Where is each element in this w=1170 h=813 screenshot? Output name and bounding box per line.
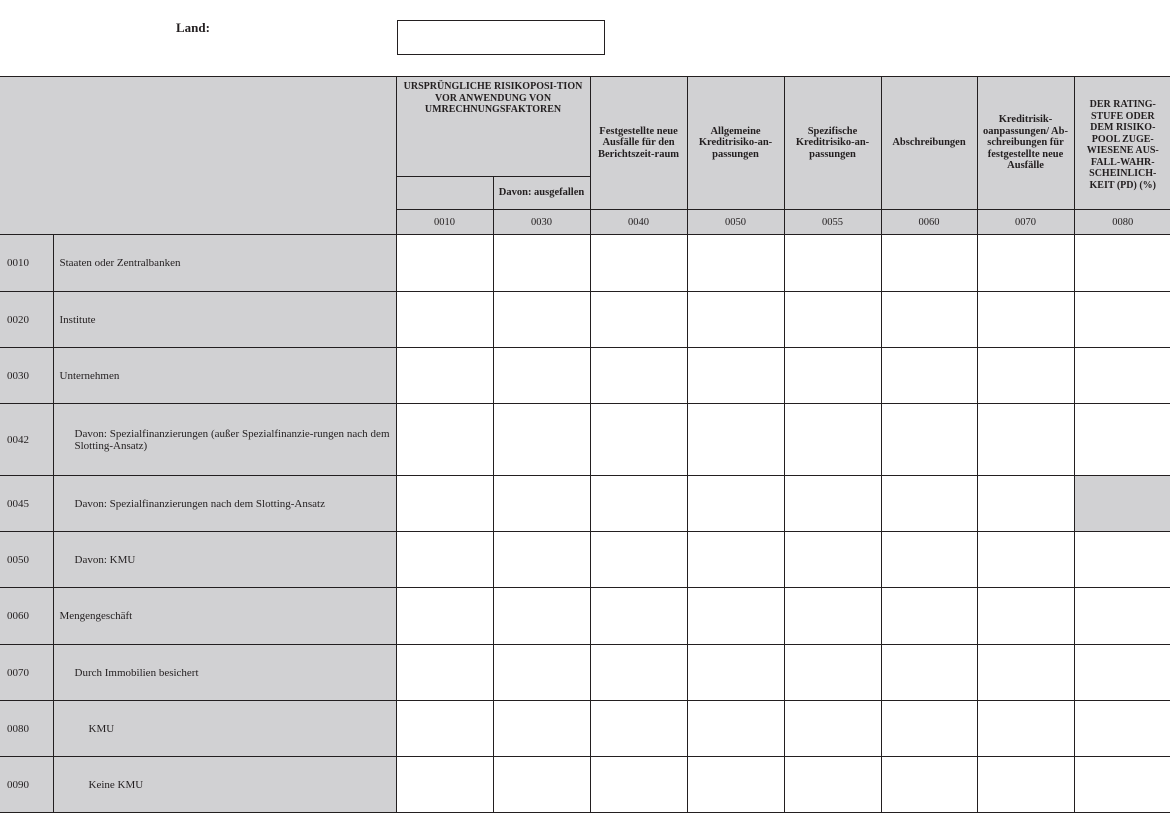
header-col-0030: Davon: ausgefallen bbox=[493, 177, 590, 210]
input-cell[interactable] bbox=[396, 757, 493, 813]
input-cell[interactable] bbox=[396, 701, 493, 757]
input-cell[interactable] bbox=[977, 701, 1074, 757]
row-label: Unternehmen bbox=[53, 348, 396, 404]
input-cell[interactable] bbox=[881, 757, 977, 813]
row-label: Staaten oder Zentralbanken bbox=[53, 235, 396, 292]
input-cell[interactable] bbox=[784, 532, 881, 588]
col-code: 0060 bbox=[881, 210, 977, 235]
input-cell[interactable] bbox=[977, 476, 1074, 532]
input-cell[interactable] bbox=[687, 348, 784, 404]
table-row bbox=[0, 476, 1170, 532]
input-cell[interactable] bbox=[590, 701, 687, 757]
header-col-0060: Abschreibungen bbox=[881, 77, 977, 210]
input-cell[interactable] bbox=[396, 348, 493, 404]
input-cell[interactable] bbox=[977, 292, 1074, 348]
input-cell[interactable] bbox=[784, 235, 881, 292]
row-code: 0010 bbox=[0, 235, 53, 292]
input-cell[interactable] bbox=[493, 532, 590, 588]
input-cell[interactable] bbox=[590, 235, 687, 292]
input-cell[interactable] bbox=[493, 645, 590, 701]
input-cell[interactable] bbox=[396, 476, 493, 532]
table-row bbox=[0, 588, 1170, 645]
input-cell[interactable] bbox=[881, 532, 977, 588]
input-cell[interactable] bbox=[784, 348, 881, 404]
input-cell[interactable] bbox=[1074, 292, 1170, 348]
header-col-0080: DER RATING-STUFE ODER DEM RISIKO-POOL ZUGE-WIESENE AUS-FALL-WAHR-SCHEINLICH-KEIT (PD) (%) bbox=[1074, 77, 1170, 210]
disabled-cell bbox=[1074, 476, 1170, 532]
row-code: 0042 bbox=[0, 404, 53, 476]
input-cell[interactable] bbox=[590, 588, 687, 645]
input-cell[interactable] bbox=[784, 404, 881, 476]
col-code: 0040 bbox=[590, 210, 687, 235]
input-cell[interactable] bbox=[784, 588, 881, 645]
input-cell[interactable] bbox=[493, 348, 590, 404]
row-label: Mengengeschäft bbox=[53, 588, 396, 645]
row-label: Institute bbox=[53, 292, 396, 348]
col-code: 0080 bbox=[1074, 210, 1170, 235]
input-cell[interactable] bbox=[977, 235, 1074, 292]
input-cell[interactable] bbox=[590, 404, 687, 476]
input-cell[interactable] bbox=[1074, 645, 1170, 701]
input-cell[interactable] bbox=[493, 235, 590, 292]
land-label: Land: bbox=[176, 20, 210, 35]
header-col-0010 bbox=[396, 177, 493, 210]
table-row bbox=[0, 701, 1170, 757]
input-cell[interactable] bbox=[1074, 235, 1170, 292]
input-cell[interactable] bbox=[784, 757, 881, 813]
input-cell[interactable] bbox=[687, 757, 784, 813]
col-code: 0055 bbox=[784, 210, 881, 235]
input-cell[interactable] bbox=[977, 645, 1074, 701]
row-label: Davon: KMU bbox=[53, 532, 396, 588]
row-code: 0045 bbox=[0, 476, 53, 532]
input-cell[interactable] bbox=[977, 532, 1074, 588]
header-col-0055: Spezifische Kreditrisiko-an-passungen bbox=[784, 77, 881, 210]
row-code: 0030 bbox=[0, 348, 53, 404]
input-cell[interactable] bbox=[493, 404, 590, 476]
input-cell[interactable] bbox=[1074, 404, 1170, 476]
input-cell[interactable] bbox=[396, 292, 493, 348]
input-cell[interactable] bbox=[493, 757, 590, 813]
input-cell[interactable] bbox=[396, 532, 493, 588]
input-cell[interactable] bbox=[396, 404, 493, 476]
row-label: Durch Immobilien besichert bbox=[53, 645, 396, 701]
table-row bbox=[0, 348, 1170, 404]
row-label: Davon: Spezialfinanzierungen nach dem Slotting-Ansatz bbox=[53, 476, 396, 532]
input-cell[interactable] bbox=[396, 235, 493, 292]
header-col-0040: Festgestellte neue Ausfälle für den Berichtszeit-raum bbox=[590, 77, 687, 210]
input-cell[interactable] bbox=[977, 404, 1074, 476]
input-cell[interactable] bbox=[1074, 757, 1170, 813]
land-input[interactable] bbox=[397, 20, 605, 55]
row-label: Keine KMU bbox=[53, 757, 396, 813]
input-cell[interactable] bbox=[977, 757, 1074, 813]
header-col-0050: Allgemeine Kreditrisiko-an-passungen bbox=[687, 77, 784, 210]
col-code: 0010 bbox=[396, 210, 493, 235]
input-cell[interactable] bbox=[881, 588, 977, 645]
input-cell[interactable] bbox=[1074, 588, 1170, 645]
table-row bbox=[0, 532, 1170, 588]
row-code: 0020 bbox=[0, 292, 53, 348]
input-cell[interactable] bbox=[687, 404, 784, 476]
table-row bbox=[0, 235, 1170, 292]
input-cell[interactable] bbox=[687, 476, 784, 532]
table-row bbox=[0, 757, 1170, 813]
input-cell[interactable] bbox=[784, 645, 881, 701]
input-cell[interactable] bbox=[590, 292, 687, 348]
row-code: 0070 bbox=[0, 645, 53, 701]
table-row bbox=[0, 645, 1170, 701]
table-row bbox=[0, 404, 1170, 476]
table-row bbox=[0, 292, 1170, 348]
row-code: 0090 bbox=[0, 757, 53, 813]
input-cell[interactable] bbox=[687, 235, 784, 292]
input-cell[interactable] bbox=[977, 348, 1074, 404]
input-cell[interactable] bbox=[493, 588, 590, 645]
header-col-0070: Kreditrisik-oanpassungen/ Ab-schreibungen für festgestellte neue Ausfälle bbox=[977, 77, 1074, 210]
input-cell[interactable] bbox=[977, 588, 1074, 645]
input-cell[interactable] bbox=[493, 701, 590, 757]
input-cell[interactable] bbox=[493, 292, 590, 348]
input-cell[interactable] bbox=[396, 645, 493, 701]
input-cell[interactable] bbox=[1074, 701, 1170, 757]
input-cell[interactable] bbox=[396, 588, 493, 645]
input-cell[interactable] bbox=[590, 476, 687, 532]
input-cell[interactable] bbox=[687, 588, 784, 645]
input-cell[interactable] bbox=[687, 645, 784, 701]
input-cell[interactable] bbox=[493, 476, 590, 532]
input-cell[interactable] bbox=[590, 532, 687, 588]
input-cell[interactable] bbox=[687, 292, 784, 348]
input-cell[interactable] bbox=[784, 292, 881, 348]
input-cell[interactable] bbox=[1074, 348, 1170, 404]
input-cell[interactable] bbox=[784, 701, 881, 757]
col-code: 0070 bbox=[977, 210, 1074, 235]
input-cell[interactable] bbox=[687, 532, 784, 588]
input-cell[interactable] bbox=[881, 404, 977, 476]
input-cell[interactable] bbox=[881, 348, 977, 404]
input-cell[interactable] bbox=[881, 701, 977, 757]
input-cell[interactable] bbox=[687, 701, 784, 757]
header-corner bbox=[0, 77, 396, 235]
input-cell[interactable] bbox=[1074, 532, 1170, 588]
input-cell[interactable] bbox=[881, 476, 977, 532]
row-code: 0050 bbox=[0, 532, 53, 588]
input-cell[interactable] bbox=[784, 476, 881, 532]
input-cell[interactable] bbox=[881, 645, 977, 701]
input-cell[interactable] bbox=[590, 757, 687, 813]
input-cell[interactable] bbox=[590, 348, 687, 404]
header-group-original-exposure: URSPRÜNGLICHE RISIKOPOSI-TION VOR ANWENDUNG VON UMRECHNUNGSFAKTOREN bbox=[396, 77, 590, 177]
row-label: Davon: Spezialfinanzierungen (außer Spezialfinanzie-rungen nach dem Slotting-Ansatz) bbox=[53, 404, 396, 476]
report-table bbox=[0, 76, 1170, 813]
col-code: 0050 bbox=[687, 210, 784, 235]
row-code: 0080 bbox=[0, 701, 53, 757]
input-cell[interactable] bbox=[881, 292, 977, 348]
col-code: 0030 bbox=[493, 210, 590, 235]
input-cell[interactable] bbox=[590, 645, 687, 701]
row-label: KMU bbox=[53, 701, 396, 757]
input-cell[interactable] bbox=[881, 235, 977, 292]
row-code: 0060 bbox=[0, 588, 53, 645]
